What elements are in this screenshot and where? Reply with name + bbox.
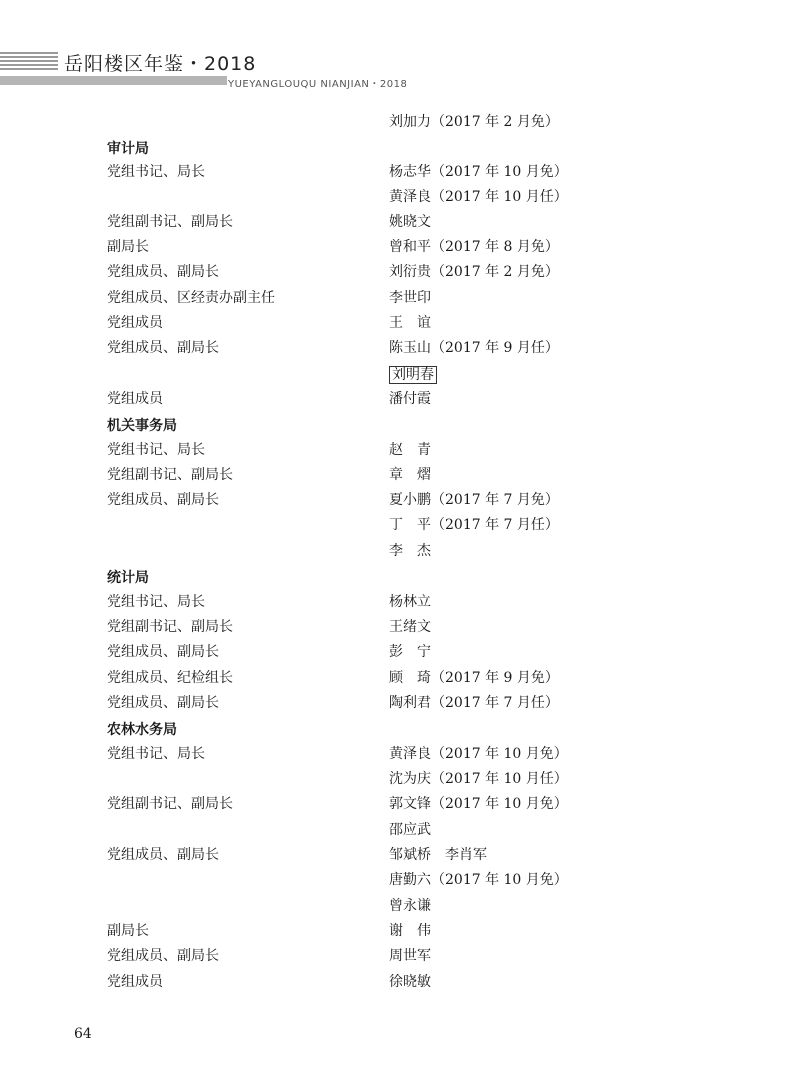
official-name: 王绪文 <box>389 619 431 635</box>
official-name: 沈为庆（2017 年 10 月任） <box>389 771 568 787</box>
position-title: 党组副书记、副局长 <box>107 214 233 230</box>
official-name: 黄泽良（2017 年 10 月免） <box>389 746 568 762</box>
official-name: 杨林立 <box>389 594 431 610</box>
official-name: 周世军 <box>389 948 431 964</box>
official-name: 潘付霞 <box>389 391 431 407</box>
official-name: 李世印 <box>389 290 431 306</box>
section-heading-audit: 审计局 <box>107 141 149 157</box>
running-header-title: 岳阳楼区年鉴・2018 <box>64 53 257 75</box>
official-name: 邹斌桥 李肖军 <box>389 847 487 863</box>
header-bar <box>0 76 227 85</box>
official-name: 陈玉山（2017 年 9 月任） <box>389 340 559 356</box>
position-title: 党组书记、局长 <box>107 746 205 762</box>
official-name: 徐晓敏 <box>389 974 431 990</box>
official-name: 陶利君（2017 年 7 月任） <box>389 695 559 711</box>
section-heading-jiguan: 机关事务局 <box>107 418 177 434</box>
boxed-official-name: 刘明春 <box>389 366 437 384</box>
official-name: 章 熠 <box>389 467 431 483</box>
position-title: 党组成员、纪检组长 <box>107 670 233 686</box>
official-name: 谢 伟 <box>389 923 431 939</box>
position-title: 党组成员、区经责办副主任 <box>107 290 275 306</box>
official-name: 刘加力（2017 年 2 月免） <box>389 114 559 130</box>
official-name: 李 杰 <box>389 543 431 559</box>
official-name: 曾和平（2017 年 8 月免） <box>389 239 559 255</box>
position-title: 党组成员、副局长 <box>107 340 219 356</box>
official-name: 黄泽良（2017 年 10 月任） <box>389 189 568 205</box>
position-title: 党组成员、副局长 <box>107 948 219 964</box>
section-heading-nonglin: 农林水务局 <box>107 722 177 738</box>
official-name: 唐勤六（2017 年 10 月免） <box>389 872 568 888</box>
official-name: 丁 平（2017 年 7 月任） <box>389 517 559 533</box>
section-heading-tongji: 统计局 <box>107 570 149 586</box>
position-title: 党组副书记、副局长 <box>107 796 233 812</box>
position-title: 党组成员、副局长 <box>107 695 219 711</box>
position-title: 党组成员 <box>107 974 163 990</box>
official-name: 刘衍贵（2017 年 2 月免） <box>389 264 559 280</box>
position-title: 党组副书记、副局长 <box>107 619 233 635</box>
position-title: 党组书记、局长 <box>107 164 205 180</box>
position-title: 副局长 <box>107 923 149 939</box>
official-name: 王 谊 <box>389 315 431 331</box>
official-name: 姚晓文 <box>389 214 431 230</box>
position-title: 党组书记、局长 <box>107 594 205 610</box>
position-title: 党组成员 <box>107 315 163 331</box>
official-name: 夏小鹏（2017 年 7 月免） <box>389 492 559 508</box>
official-name: 彭 宁 <box>389 644 431 660</box>
official-name: 郭文锋（2017 年 10 月免） <box>389 796 568 812</box>
running-header-subtitle: YUEYANGLOUQU NIANJIAN・2018 <box>228 79 408 90</box>
official-name: 邵应武 <box>389 822 431 838</box>
position-title: 党组成员、副局长 <box>107 492 219 508</box>
position-title: 党组成员、副局长 <box>107 264 219 280</box>
position-title: 党组副书记、副局长 <box>107 467 233 483</box>
official-name: 赵 青 <box>389 442 431 458</box>
position-title: 党组成员、副局长 <box>107 644 219 660</box>
position-title: 副局长 <box>107 239 149 255</box>
official-name: 顾 琦（2017 年 9 月免） <box>389 670 559 686</box>
official-name: 曾永谦 <box>389 898 431 914</box>
position-title: 党组书记、局长 <box>107 442 205 458</box>
position-title: 党组成员、副局长 <box>107 847 219 863</box>
page-number: 64 <box>74 1026 92 1042</box>
official-name: 杨志华（2017 年 10 月免） <box>389 164 568 180</box>
position-title: 党组成员 <box>107 391 163 407</box>
header-decoration <box>0 52 58 74</box>
